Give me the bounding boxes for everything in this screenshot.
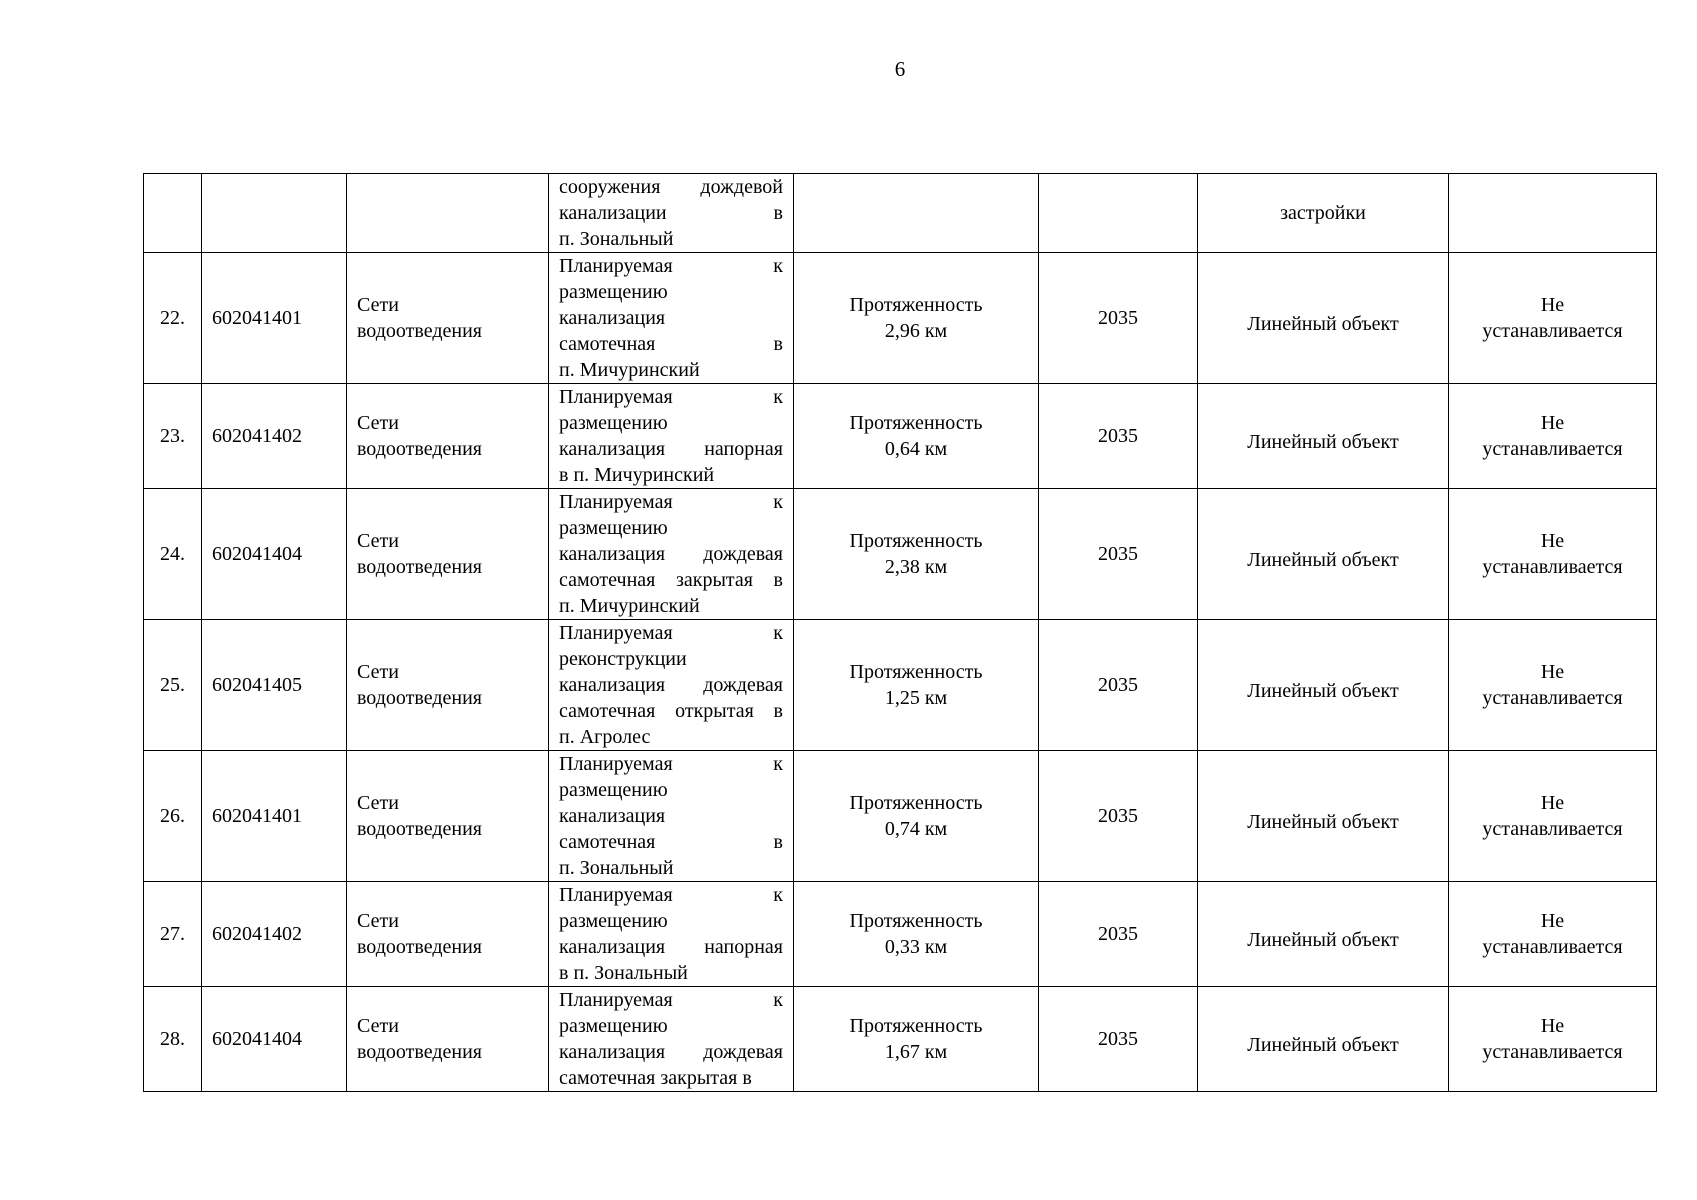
limit-line: устанавливается: [1482, 936, 1623, 958]
description-line: п. Зональный: [559, 228, 674, 250]
table-cell-num: 28.: [144, 987, 202, 1092]
table-cell-param: [794, 384, 1039, 489]
table-cell-type: [347, 489, 549, 620]
description-line: размещению: [559, 517, 668, 539]
table-cell-type: [347, 882, 549, 987]
table-cell-type: [347, 384, 549, 489]
table-cell-code: 602041405: [202, 620, 347, 751]
table-cell-limit: [1449, 384, 1657, 489]
table-cell-param: [794, 620, 1039, 751]
table-cell-param: [794, 174, 1039, 253]
table-cell-description: [549, 384, 794, 489]
description-line: п. Агролес: [559, 726, 651, 748]
limit-line: Не: [1540, 661, 1565, 683]
description-line: в п. Зональный: [559, 962, 688, 984]
type-line: Сети: [357, 294, 399, 316]
description-line: канализация дождевая: [559, 1041, 783, 1063]
table-row: [144, 620, 1657, 751]
description-line: канализация напорная: [559, 438, 783, 460]
table-cell-num: 24.: [144, 489, 202, 620]
table-cell-param: [794, 253, 1039, 384]
param-line: 0,74 км: [884, 818, 948, 840]
description-line: самотечная закрытая в: [559, 569, 783, 591]
limit-line: устанавливается: [1482, 556, 1623, 578]
table-cell-description: [549, 882, 794, 987]
table-cell-zone: [1198, 253, 1449, 384]
type-line: водоотведения: [357, 936, 482, 958]
table-cell-year: 2035: [1039, 987, 1198, 1092]
description-line: размещению: [559, 281, 668, 303]
table-row: [144, 489, 1657, 620]
table-cell-num: 23.: [144, 384, 202, 489]
table-cell-zone: [1198, 751, 1449, 882]
table-cell-year: 2035: [1039, 253, 1198, 384]
table-cell-param: [794, 751, 1039, 882]
limit-line: устанавливается: [1482, 438, 1623, 460]
table-cell-description: [549, 620, 794, 751]
table-cell-limit: [1449, 489, 1657, 620]
type-line: Сети: [357, 910, 399, 932]
param-line: Протяженность: [849, 1015, 983, 1037]
type-line: водоотведения: [357, 438, 482, 460]
description-line: самотечная в: [559, 333, 783, 355]
table-cell-year: 2035: [1039, 751, 1198, 882]
table-cell-zone: [1198, 489, 1449, 620]
description-line: Планируемая к: [559, 753, 783, 775]
description-line: размещению: [559, 1015, 668, 1037]
table-cell-type: [347, 620, 549, 751]
description-line: сооружения дождевой: [559, 176, 783, 198]
type-line: водоотведения: [357, 320, 482, 342]
type-line: водоотведения: [357, 687, 482, 709]
table-cell-description: [549, 751, 794, 882]
table-cell-limit: [1449, 987, 1657, 1092]
description-line: канализация дождевая: [559, 674, 783, 696]
limit-line: устанавливается: [1482, 1041, 1623, 1063]
table-cell-code: 602041404: [202, 489, 347, 620]
param-line: Протяженность: [849, 661, 983, 683]
description-line: п. Мичуринский: [559, 359, 700, 381]
zone-text: Линейный объект: [1247, 680, 1399, 702]
param-line: 1,25 км: [884, 687, 948, 709]
table-cell-num: 27.: [144, 882, 202, 987]
table-cell-limit: [1449, 751, 1657, 882]
table-cell-type: [347, 751, 549, 882]
limit-line: Не: [1540, 412, 1565, 434]
param-line: Протяженность: [849, 412, 983, 434]
limit-line: Не: [1540, 530, 1565, 552]
table-cell-num: [144, 174, 202, 253]
table-cell-code: 602041402: [202, 882, 347, 987]
table-cell-year: 2035: [1039, 882, 1198, 987]
table-cell-zone: [1198, 987, 1449, 1092]
table-cell-zone: [1198, 620, 1449, 751]
limit-line: Не: [1540, 1015, 1565, 1037]
description-line: самотечная в: [559, 831, 783, 853]
description-line: Планируемая к: [559, 989, 783, 1011]
type-line: Сети: [357, 412, 399, 434]
table-cell-code: 602041402: [202, 384, 347, 489]
table-cell-limit: [1449, 174, 1657, 253]
description-line: канализация напорная: [559, 936, 783, 958]
limit-line: Не: [1540, 792, 1565, 814]
description-line: самотечная закрытая в: [559, 1067, 752, 1089]
table-row: [144, 987, 1657, 1092]
description-line: Планируемая к: [559, 622, 783, 644]
param-line: 2,96 км: [884, 320, 948, 342]
table-cell-limit: [1449, 253, 1657, 384]
table-cell-code: [202, 174, 347, 253]
zone-text: Линейный объект: [1247, 549, 1399, 571]
param-line: Протяженность: [849, 792, 983, 814]
zone-text: Линейный объект: [1247, 811, 1399, 833]
zone-text: Линейный объект: [1247, 431, 1399, 453]
table-cell-limit: [1449, 620, 1657, 751]
param-line: 2,38 км: [884, 556, 948, 578]
table-cell-code: 602041401: [202, 253, 347, 384]
param-line: Протяженность: [849, 530, 983, 552]
description-line: размещению: [559, 779, 668, 801]
registry-table: [143, 173, 1657, 1092]
description-line: размещению: [559, 910, 668, 932]
table-row: [144, 253, 1657, 384]
table-cell-description: [549, 253, 794, 384]
description-line: Планируемая к: [559, 491, 783, 513]
description-line: канализации в: [559, 202, 783, 224]
table-cell-zone: [1198, 882, 1449, 987]
param-line: 0,64 км: [884, 438, 948, 460]
description-line: размещению: [559, 412, 668, 434]
type-line: Сети: [357, 530, 399, 552]
param-line: 0,33 км: [884, 936, 948, 958]
table-row: [144, 882, 1657, 987]
table-cell-limit: [1449, 882, 1657, 987]
description-line: канализация: [559, 805, 666, 827]
table-cell-code: 602041404: [202, 987, 347, 1092]
description-line: в п. Мичуринский: [559, 464, 715, 486]
description-line: реконструкции: [559, 648, 687, 670]
table-cell-param: [794, 489, 1039, 620]
description-line: п. Зональный: [559, 857, 674, 879]
table-row-continuation: [144, 174, 1657, 253]
table-row: [144, 751, 1657, 882]
type-line: Сети: [357, 1015, 399, 1037]
table-cell-num: 26.: [144, 751, 202, 882]
param-line: Протяженность: [849, 910, 983, 932]
limit-line: устанавливается: [1482, 818, 1623, 840]
table-cell-zone: [1198, 384, 1449, 489]
table-cell-year: [1039, 174, 1198, 253]
table-cell-description: [549, 174, 794, 253]
table-cell-code: 602041401: [202, 751, 347, 882]
table-cell-year: 2035: [1039, 384, 1198, 489]
param-line: 1,67 км: [884, 1041, 948, 1063]
zone-text: Линейный объект: [1247, 929, 1399, 951]
description-line: канализация дождевая: [559, 543, 783, 565]
description-line: канализация: [559, 307, 666, 329]
table-cell-type: [347, 987, 549, 1092]
type-line: водоотведения: [357, 1041, 482, 1063]
table-cell-description: [549, 489, 794, 620]
zone-text: Линейный объект: [1247, 313, 1399, 335]
table-cell-param: [794, 882, 1039, 987]
description-line: Планируемая к: [559, 255, 783, 277]
param-line: Протяженность: [849, 294, 983, 316]
table-cell-description: [549, 987, 794, 1092]
limit-line: Не: [1540, 294, 1565, 316]
type-line: водоотведения: [357, 818, 482, 840]
description-line: Планируемая к: [559, 884, 783, 906]
table-cell-num: 22.: [144, 253, 202, 384]
description-line: самотечная открытая в: [559, 700, 783, 722]
zone-text: Линейный объект: [1247, 1034, 1399, 1056]
table-cell-type: [347, 253, 549, 384]
table-cell-zone: застройки: [1198, 174, 1449, 253]
type-line: Сети: [357, 661, 399, 683]
page-number: 6: [894, 57, 906, 81]
table-cell-param: [794, 987, 1039, 1092]
table-cell-year: 2035: [1039, 489, 1198, 620]
table-cell-type: [347, 174, 549, 253]
table-cell-year: 2035: [1039, 620, 1198, 751]
type-line: водоотведения: [357, 556, 482, 578]
limit-line: Не: [1540, 910, 1565, 932]
limit-line: устанавливается: [1482, 320, 1623, 342]
limit-line: устанавливается: [1482, 687, 1623, 709]
table-row: [144, 384, 1657, 489]
table-cell-num: 25.: [144, 620, 202, 751]
description-line: Планируемая к: [559, 386, 783, 408]
description-line: п. Мичуринский: [559, 595, 700, 617]
type-line: Сети: [357, 792, 399, 814]
